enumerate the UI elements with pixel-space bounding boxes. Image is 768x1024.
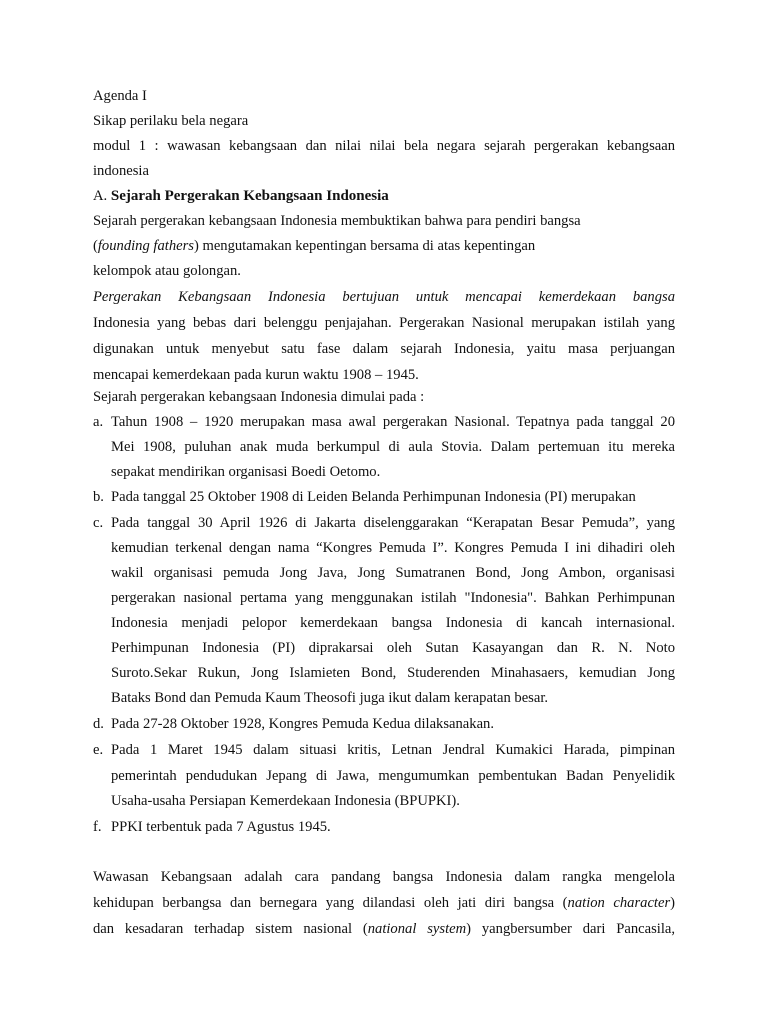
list-item-line: pergerakan nasional pertama yang menggunakan istilah "Indonesia". Bahkan Perhimpunan xyxy=(111,590,675,606)
wawasan-line-3-b: ) yangbersumber dari Pancasila, xyxy=(466,921,675,937)
intro-paren-open: ( xyxy=(93,238,98,254)
wawasan-line-3 xyxy=(93,919,675,939)
modul-line-2: indonesia xyxy=(93,163,149,179)
list-item-line: Pada 27-28 Oktober 1928, Kongres Pemuda Kedua dilaksanakan. xyxy=(111,716,494,732)
list-item-line: pemerintah pendudukan Jepang di Jawa, mengumumkan pembentukan Badan Penyelidik xyxy=(111,768,675,784)
intro-line-1: Sejarah pergerakan kebangsaan Indonesia membuktikan bahwa para pendiri bangsa xyxy=(93,213,581,229)
nation-character-term: nation character xyxy=(567,895,671,911)
wawasan-line-2-b: ) xyxy=(670,895,676,911)
list-item-line: Suroto.Sekar Rukun, Jong Islamieten Bond, Studerenden Minahasaers, kemudian Jong xyxy=(111,665,675,681)
list-marker: c. xyxy=(93,515,104,531)
list-item-line: wakil organisasi pemuda Jong Java, Jong Sumatranen Bond, Jong Ambon, organisasi xyxy=(111,565,675,581)
list-marker: d. xyxy=(93,716,104,732)
goal-line-1: Pergerakan Kebangsaan Indonesia bertujuan untuk mencapai kemerdekaan bangsa xyxy=(93,289,675,305)
founding-fathers-term: founding fathers xyxy=(97,238,194,254)
goal-line-3: digunakan untuk menyebut satu fase dalam sejarah Indonesia, yaitu masa perjuangan xyxy=(93,341,675,357)
list-item-line: Pada tanggal 30 April 1926 di Jakarta diselenggarakan “Kerapatan Besar Pemuda”, yang xyxy=(111,515,675,531)
list-item-line: Usaha-usaha Persiapan Kemerdekaan Indonesia (BPUPKI). xyxy=(111,793,460,809)
subtitle: Sikap perilaku bela negara xyxy=(93,113,249,129)
section-a-heading xyxy=(93,186,675,206)
wawasan-line-2 xyxy=(93,893,675,913)
list-marker: a. xyxy=(93,414,104,430)
list-item-line: Bataks Bond dan Pemuda Kaum Theosofi juga ikut dalam kerapatan besar. xyxy=(111,690,549,706)
list-intro: Sejarah pergerakan kebangsaan Indonesia dimulai pada : xyxy=(93,389,425,405)
intro-line-2 xyxy=(93,236,675,256)
section-a-marker: A. xyxy=(93,188,108,204)
list-item-line: sepakat mendirikan organisasi Boedi Oetomo. xyxy=(111,464,381,480)
goal-line-4: mencapai kemerdekaan pada kurun waktu 1908 – 1945. xyxy=(93,367,419,383)
wawasan-line-1: Wawasan Kebangsaan adalah cara pandang bangsa Indonesia dalam rangka mengelola xyxy=(93,869,675,885)
intro-line-2-rest: ) mengutamakan kepentingan bersama di atas kepentingan xyxy=(193,238,536,254)
wawasan-line-3-a: dan kesadaran terhadap sistem nasional ( xyxy=(93,921,368,937)
list-marker: f. xyxy=(93,819,102,835)
wawasan-line-2-a: kehidupan berbangsa dan bernegara yang dilandasi oleh jati diri bangsa ( xyxy=(93,895,568,911)
list-marker: e. xyxy=(93,742,104,758)
agenda-heading: Agenda I xyxy=(93,88,147,104)
list-item-line: Indonesia menjadi pelopor kemerdekaan bangsa Indonesia di kancah internasional. xyxy=(111,615,675,631)
modul-line-1: modul 1 : wawasan kebangsaan dan nilai nilai bela negara sejarah pergerakan kebangsaan xyxy=(93,138,675,154)
list-item-line: PPKI terbentuk pada 7 Agustus 1945. xyxy=(111,819,331,835)
list-item-line: Tahun 1908 – 1920 merupakan masa awal pergerakan Nasional. Tepatnya pada tanggal 20 xyxy=(111,414,675,430)
goal-line-2: Indonesia yang bebas dari belenggu penjajahan. Pergerakan Nasional merupakan istilah yang xyxy=(93,315,675,331)
list-item-line: Pada tanggal 25 Oktober 1908 di Leiden Belanda Perhimpunan Indonesia (PI) merupakan xyxy=(111,489,636,505)
list-item-line: Mei 1908, puluhan anak muda berkumpul di aula Stovia. Dalam pertemuan itu mereka xyxy=(111,439,675,455)
list-marker: b. xyxy=(93,489,104,505)
list-item-line: kemudian terkenal dengan nama “Kongres Pemuda I”. Kongres Pemuda I ini dihadiri oleh xyxy=(111,540,675,556)
section-a-title: Sejarah Pergerakan Kebangsaan Indonesia xyxy=(110,188,389,204)
list-item-line: Perhimpunan Indonesia (PI) diprakarsai oleh Sutan Kasayangan dan R. N. Noto xyxy=(111,640,675,656)
list-item-line: Pada 1 Maret 1945 dalam situasi kritis, Letnan Jendral Kumakici Harada, pimpinan xyxy=(111,742,675,758)
national-system-term: national system xyxy=(367,921,467,937)
intro-line-3: kelompok atau golongan. xyxy=(93,263,241,279)
